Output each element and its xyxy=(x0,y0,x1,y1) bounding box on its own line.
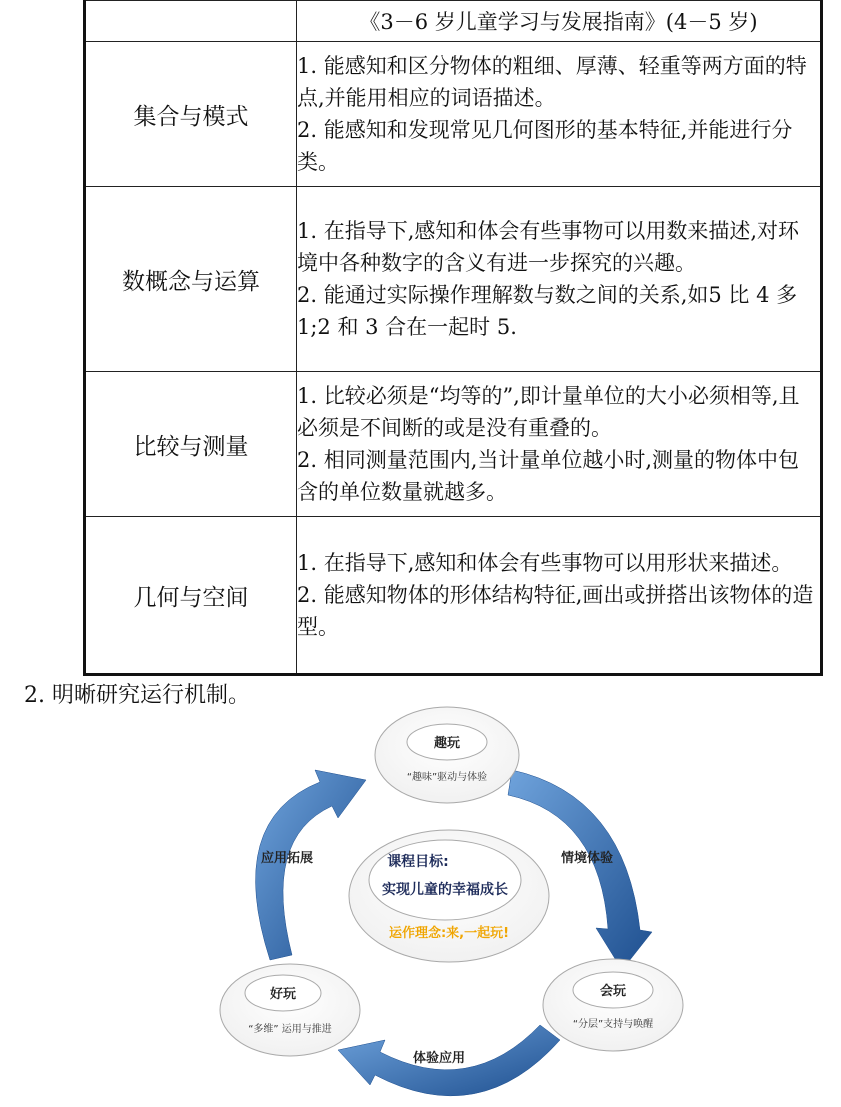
top-node-subtitle: “趣味”驱动与体验 xyxy=(406,772,488,783)
table-item: 2. 相同测量范围内,当计量单位越小时,测量的物体中包含的单位数量就越多。 xyxy=(297,448,800,504)
left-node-subtitle: “多维” 运用与推进 xyxy=(248,1024,332,1035)
table-category: 集合与模式 xyxy=(85,42,297,187)
table-item: 1. 在指导下,感知和体会有些事物可以用数来描述,对环境中各种数字的含义有进一步探究的兴趣。 xyxy=(297,219,800,275)
right-node-subtitle: “分层”支持与唤醒 xyxy=(572,1019,654,1030)
table-header-title: 《3－6 岁儿童学习与发展指南》(4－5 岁) xyxy=(297,1,822,42)
table-item: 2. 能通过实际操作理解数与数之间的关系,如5 比 4 多 1;2 和 3 合在一起时 5. xyxy=(297,283,798,339)
section-heading: 2. 明晰研究运行机制。 xyxy=(24,683,250,708)
right-node-title: 会玩 xyxy=(599,984,627,999)
center-goal-text: 实现儿童的幸福成长 xyxy=(382,882,508,898)
left-node-title: 好玩 xyxy=(269,987,297,1002)
center-node-inner xyxy=(369,840,521,920)
table-category: 几何与空间 xyxy=(85,517,297,675)
table-item: 2. 能感知和发现常见几何图形的基本特征,并能进行分类。 xyxy=(297,118,793,174)
table-item: 2. 能感知物体的形体结构特征,画出或拼搭出该物体的造型。 xyxy=(297,583,814,639)
top-node-title: 趣玩 xyxy=(433,736,461,751)
table-item: 1. 能感知和区分物体的粗细、厚薄、轻重等两方面的特点,并能用相应的词语描述。 xyxy=(297,54,807,110)
table-category: 比较与测量 xyxy=(85,372,297,517)
arrow-label-right: 情境体验 xyxy=(560,851,614,866)
center-goal-label: 课程目标: xyxy=(387,854,449,870)
center-concept: 运作理念:来,一起玩! xyxy=(388,926,510,941)
arrow-label-left: 应用拓展 xyxy=(260,851,314,866)
arrow-label-bottom: 体验应用 xyxy=(412,1051,466,1066)
table-item: 1. 在指导下,感知和体会有些事物可以用形状来描述。 xyxy=(297,551,793,575)
table-item: 1. 比较必须是“均等的”,即计量单位的大小必须相等,且必须是不间断的或是没有重叠的。 xyxy=(297,384,800,440)
table-category: 数概念与运算 xyxy=(85,187,297,372)
